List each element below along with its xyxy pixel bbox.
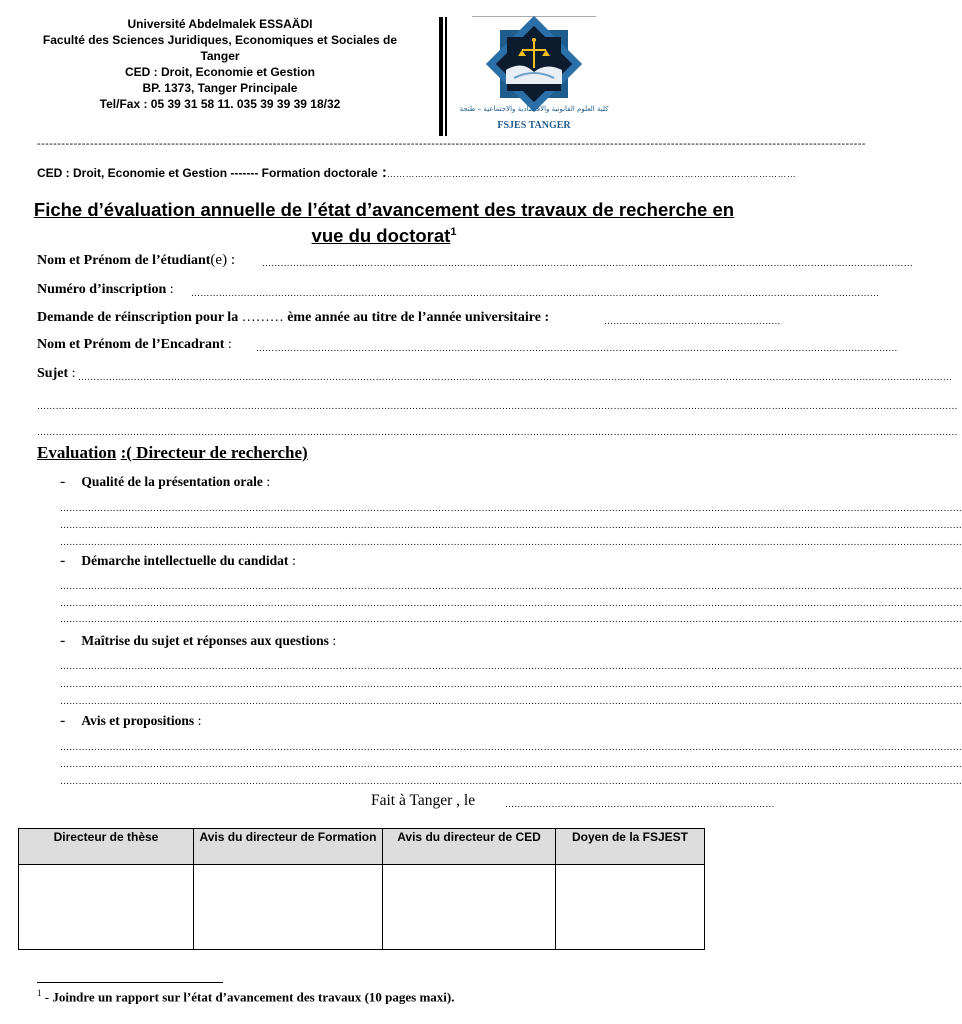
opinion-answer-line-1[interactable]: ………………………………………………………………………………………………………………………………………………………………………………………………………………………………………………………………… — [60, 742, 962, 752]
opinion-answer-line-2[interactable]: ………………………………………………………………………………………………………………………………………………………………………………………………………………………………………………………………… — [60, 759, 962, 769]
item-dash: - — [60, 632, 66, 649]
reinscription-middle-text: ème année au titre de l’année universitaire : — [287, 310, 550, 325]
formation-fill-line[interactable]: …………………………………………………………………………………………………………………… — [386, 169, 797, 179]
formation-label: Formation doctorale — [261, 166, 378, 180]
header-line-ced: CED : Droit, Economie et Gestion — [124, 65, 316, 79]
eval-item-oral — [60, 473, 270, 491]
supervisor-label: Nom et Prénom de l’Encadrant — [37, 337, 225, 352]
item-dash: - — [60, 712, 66, 729]
mastery-answer-line-1[interactable]: ………………………………………………………………………………………………………………………………………………………………………………………………………………………………………………………………… — [60, 661, 962, 671]
header-line-phone: Tel/Fax : 05 39 31 58 11. 035 39 39 39 18/32 — [99, 97, 341, 111]
student-name-label: Nom et Prénom de l’étudiant — [37, 253, 211, 268]
footnote-rule — [37, 982, 223, 983]
header-formation-director: Avis du directeur de Formation — [194, 829, 383, 865]
evaluation-heading-title: Evaluation — [37, 443, 117, 462]
ced-label: CED : Droit, Economie et Gestion — [37, 166, 228, 180]
eval-item-mastery — [60, 632, 336, 650]
signature-cell-dean[interactable] — [556, 865, 705, 950]
header-ced-director: Avis du directeur de CED — [383, 829, 556, 865]
header-line-faculty: Faculté des Sciences Juridiques, Economiques et Sociales de — [42, 33, 398, 47]
subject-colon: : — [68, 366, 76, 381]
approach-answer-line-1[interactable]: ………………………………………………………………………………………………………………………………………………………………………………………………………………………………………………………………… — [60, 581, 962, 591]
oral-answer-line-3[interactable]: ………………………………………………………………………………………………………………………………………………………………………………………………………………………………………………………………… — [60, 537, 962, 547]
oral-answer-line-1[interactable]: ………………………………………………………………………………………………………………………………………………………………………………………………………………………………………………………………… — [60, 503, 962, 513]
fsjes-logo — [459, 18, 609, 132]
header-separator: ------------------------------------------------------------------------------------------------------------------------------------------------------------------------------------------------------------ — [37, 138, 866, 150]
signature-cell-thesis-director[interactable] — [19, 865, 194, 950]
evaluation-heading — [37, 443, 308, 463]
student-name-field[interactable]: ………………………………………………………………………………………………………………………………………………………………………………………… — [262, 258, 913, 268]
signature-cell-ced-director[interactable] — [383, 865, 556, 950]
subject-field-line-3[interactable]: ……………………………………………………………………………………………………………………………………………………………………………………………………………………………………………………………………… — [37, 427, 958, 437]
header-divider-thin — [445, 17, 447, 136]
approach-answer-line-3[interactable]: ………………………………………………………………………………………………………………………………………………………………………………………………………………………………………………………………… — [60, 614, 962, 624]
item-label: Démarche intellectuelle du candidat — [81, 553, 289, 568]
subject-label: Sujet — [37, 366, 69, 381]
footnote — [37, 988, 454, 1005]
reinscription-label: Demande de réinscription pour la — [37, 310, 239, 325]
signature-cell-formation-director[interactable] — [194, 865, 383, 950]
header-line-address: BP. 1373, Tanger Principale — [142, 81, 298, 95]
reinscription-row — [37, 310, 549, 326]
signature-table-header — [19, 829, 705, 865]
document-title — [20, 198, 748, 247]
mastery-answer-line-2[interactable]: ………………………………………………………………………………………………………………………………………………………………………………………………………………………………………………………………… — [60, 679, 962, 689]
reinscription-year-dots[interactable]: ……… — [238, 310, 288, 325]
mastery-answer-line-3[interactable]: ………………………………………………………………………………………………………………………………………………………………………………………………………………………………………………………………… — [60, 696, 962, 706]
subject-field-line-2[interactable]: ……………………………………………………………………………………………………………………………………………………………………………………………………………………………………………………………………… — [37, 401, 958, 411]
evaluation-heading-sub: :( Directeur de recherche) — [120, 443, 308, 462]
academic-year-field[interactable]: ………………………………………………… — [604, 316, 781, 326]
title-line-2: vue du doctorat — [311, 225, 451, 247]
registration-field[interactable]: …………………………………………………………………………………………………………………………………………………………………………………………………… — [191, 288, 880, 298]
item-colon: : — [328, 634, 337, 649]
item-label: Qualité de la présentation orale — [81, 474, 263, 489]
supervisor-field[interactable]: ……………………………………………………………………………………………………………………………………………………………………………………… — [256, 343, 898, 353]
header-dean: Doyen de la FSJEST — [556, 829, 705, 865]
eval-item-approach — [60, 552, 296, 570]
subject-row — [37, 366, 76, 382]
registration-row — [37, 282, 174, 298]
date-field[interactable]: …………………………………………………………………………… — [505, 799, 775, 809]
header-thesis-director: Directeur de thèse — [19, 829, 194, 865]
title-line-1: Fiche d’évaluation annuelle de l’état d’avancement des travaux de recherche en — [33, 199, 735, 220]
supervisor-colon: : — [224, 337, 232, 352]
oral-answer-line-2[interactable]: ………………………………………………………………………………………………………………………………………………………………………………………………………………………………………………………………… — [60, 520, 962, 530]
supervisor-row — [37, 337, 232, 353]
registration-colon: : — [166, 282, 174, 297]
footnote-mark: 1 — [37, 988, 42, 998]
approach-answer-line-2[interactable]: ………………………………………………………………………………………………………………………………………………………………………………………………………………………………………………………………… — [60, 598, 962, 608]
item-colon: : — [262, 475, 271, 490]
item-dash: - — [60, 552, 66, 569]
item-colon: : — [288, 554, 296, 569]
logo-caption: FSJES TANGER — [497, 120, 571, 131]
student-name-suffix: (e) : — [210, 252, 235, 268]
formation-colon: : — [377, 164, 387, 181]
signature-table-body — [19, 865, 705, 950]
eval-item-opinion — [60, 712, 202, 730]
title-footnote-mark: 1 — [450, 226, 457, 238]
institution-header — [20, 16, 420, 112]
header-line-university: Université Abdelmalek ESSAÄDI — [127, 17, 313, 31]
place-date-label: Fait à Tanger , le — [371, 792, 476, 809]
ced-separator: ------- — [227, 166, 262, 180]
header-line-city: Tanger — [200, 49, 240, 63]
item-label: Maîtrise du sujet et réponses aux questions — [81, 633, 329, 648]
student-name-row — [37, 252, 235, 269]
item-dash: - — [60, 473, 66, 490]
signature-table — [18, 828, 705, 950]
header-divider-thick — [439, 17, 443, 136]
subject-field-line-1[interactable]: ………………………………………………………………………………………………………………………………………………………………………………………………………………………………………………………… — [78, 372, 953, 382]
logo-arabic-caption: كلية العلوم القانونية والاقتصادية والاجتماعية – طنجة — [459, 105, 609, 113]
registration-label: Numéro d’inscription — [37, 282, 167, 297]
item-colon: : — [194, 714, 202, 729]
item-label: Avis et propositions — [81, 713, 195, 728]
footnote-text: - Joindre un rapport sur l’état d’avancement des travaux (10 pages maxi). — [41, 989, 455, 1005]
ced-line — [37, 164, 797, 181]
opinion-answer-line-3[interactable]: ………………………………………………………………………………………………………………………………………………………………………………………………………………………………………………………………… — [60, 776, 962, 786]
